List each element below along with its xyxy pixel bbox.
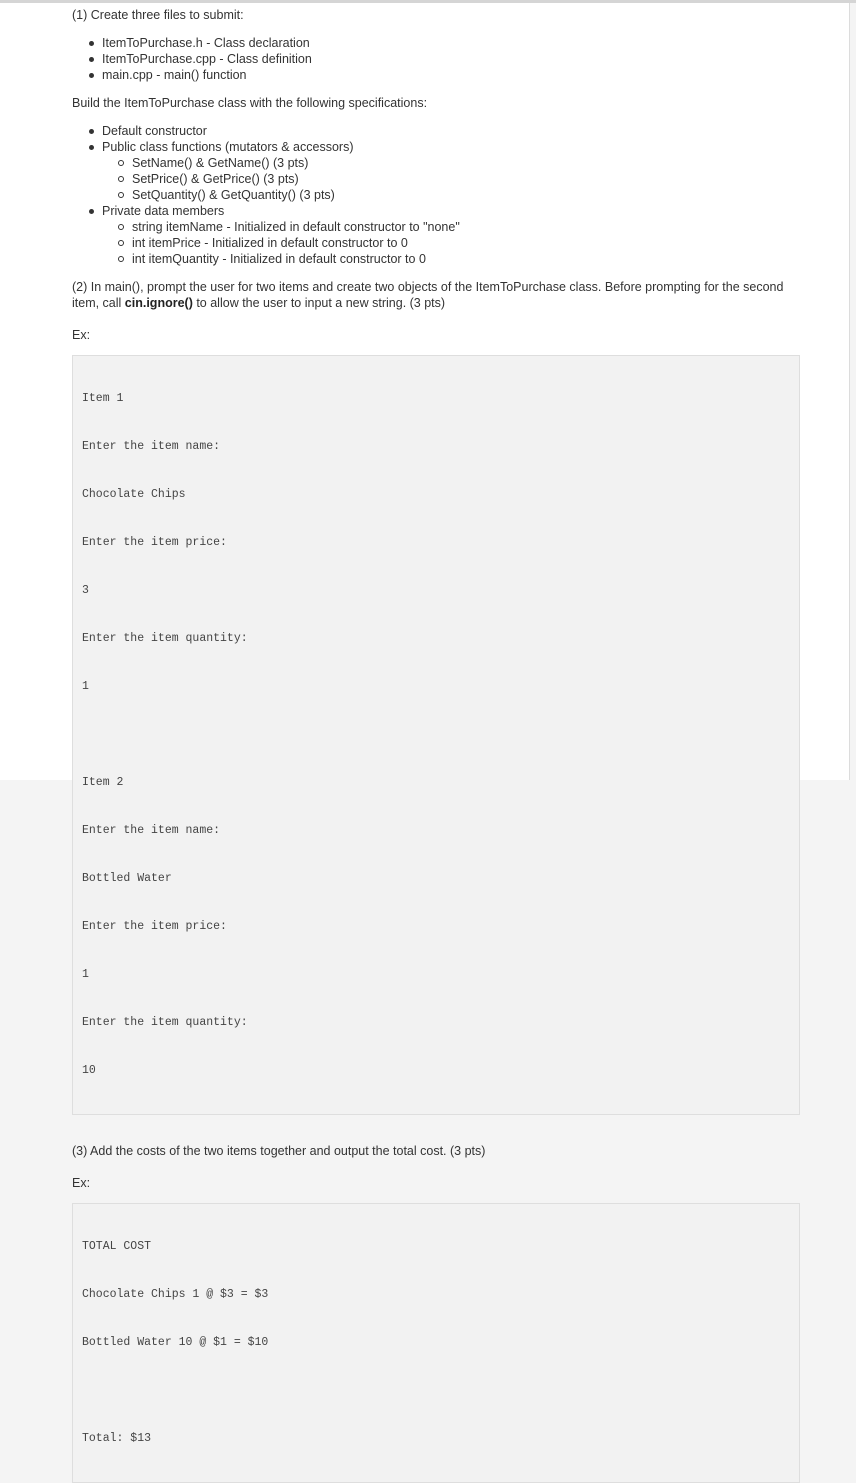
- code-line: Enter the item price:: [82, 920, 227, 933]
- list-item: ItemToPurchase.h - Class declaration: [72, 35, 802, 51]
- code-line: Item 1: [82, 392, 124, 405]
- spec-list: [72, 123, 802, 267]
- list-item: string itemName - Initialized in default constructor to "none": [102, 219, 802, 235]
- code-line: Chocolate Chips: [82, 488, 186, 501]
- code-line: TOTAL COST: [82, 1240, 152, 1253]
- part3-ex-label: Ex:: [72, 1176, 91, 1190]
- top-divider: [0, 0, 856, 3]
- build-instructions: Build the ItemToPurchase class with the following specifications:: [72, 96, 428, 110]
- example-output-block: [72, 1203, 800, 1483]
- code-line: [82, 727, 790, 743]
- code-line: Enter the item name:: [82, 440, 221, 453]
- list-item: main.cpp - main() function: [72, 67, 802, 83]
- code-line: Total: $13: [82, 1432, 152, 1445]
- list-item: SetQuantity() & GetQuantity() (3 pts): [102, 187, 802, 203]
- example-input-block: [72, 355, 800, 1115]
- spec-public-label: Public class functions (mutators & accessors): [102, 140, 354, 154]
- code-line: Enter the item price:: [82, 536, 227, 549]
- part2-text: [72, 279, 802, 311]
- list-item: int itemQuantity - Initialized in default constructor to 0: [102, 251, 802, 267]
- code-line: Enter the item quantity:: [82, 632, 248, 645]
- code-line: Bottled Water: [82, 872, 172, 885]
- code-line: Enter the item name:: [82, 824, 221, 837]
- spec-public-functions: [72, 139, 802, 203]
- assignment-content: [72, 5, 802, 1483]
- spec-default-constructor: Default constructor: [72, 123, 802, 139]
- part3-text: (3) Add the costs of the two items together and output the total cost. (3 pts): [72, 1144, 486, 1158]
- list-item: SetPrice() & GetPrice() (3 pts): [102, 171, 802, 187]
- part2-text-after: to allow the user to input a new string. (3 pts): [192, 296, 446, 310]
- part2-ex-label: Ex:: [72, 328, 91, 342]
- code-line: 1: [82, 968, 89, 981]
- code-line: Enter the item quantity:: [82, 1016, 248, 1029]
- code-line: Chocolate Chips 1 @ $3 = $3: [82, 1288, 269, 1301]
- spec-private-members: [72, 203, 802, 267]
- code-line: Item 2: [82, 776, 124, 789]
- code-line: 1: [82, 680, 89, 693]
- list-item: ItemToPurchase.cpp - Class definition: [72, 51, 802, 67]
- list-item: SetName() & GetName() (3 pts): [102, 155, 802, 171]
- public-functions-list: [102, 155, 802, 203]
- part1-intro: (1) Create three files to submit:: [72, 8, 244, 22]
- private-members-list: [102, 219, 802, 267]
- code-line: [82, 1383, 790, 1399]
- code-line: Bottled Water 10 @ $1 = $10: [82, 1336, 269, 1349]
- files-list: [72, 35, 802, 83]
- part2-text-before: (2) In main(), prompt the user for two items and create two objects of the ItemToPurchase class. Before prompting for the second item, call: [72, 280, 784, 310]
- spec-private-label: Private data members: [102, 204, 225, 218]
- code-line: 3: [82, 584, 89, 597]
- cin-ignore-code: cin.ignore(): [124, 296, 193, 310]
- code-line: 10: [82, 1064, 96, 1077]
- list-item: int itemPrice - Initialized in default constructor to 0: [102, 235, 802, 251]
